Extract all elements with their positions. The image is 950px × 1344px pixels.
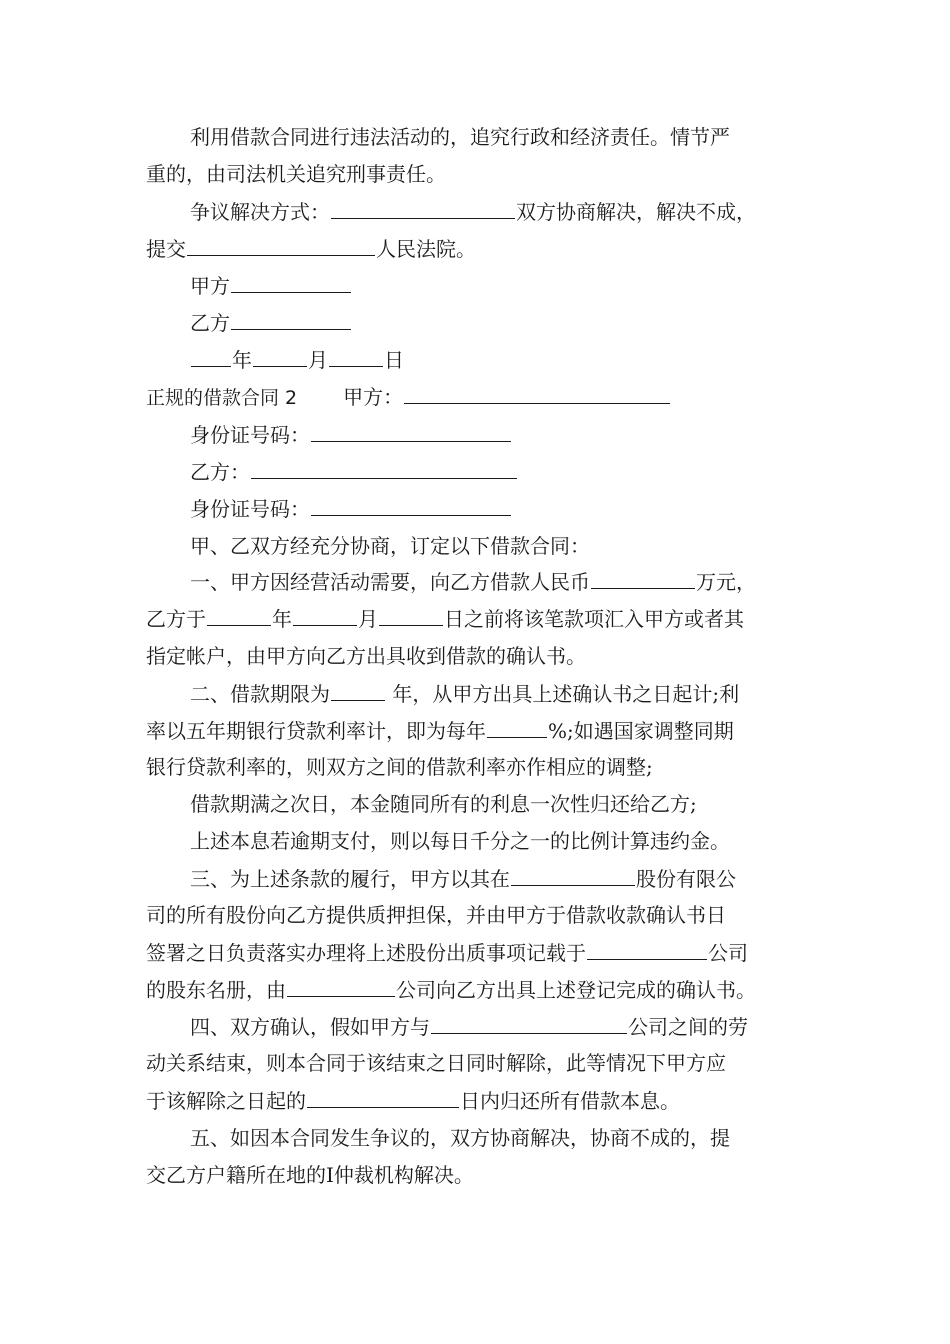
date-line [190, 344, 404, 374]
signature-party-a [190, 270, 352, 300]
text: 公司之间的劳 [628, 1015, 748, 1039]
text: 公司向乙方出具上述登记完成的确认书。 [396, 978, 756, 1002]
text: 四、双方确认，假如甲方与 [190, 1015, 430, 1039]
paragraph-line [146, 752, 653, 782]
clause-4-line [190, 1011, 748, 1041]
paragraph-line [146, 1048, 726, 1078]
text: 身份证号码： [190, 423, 310, 447]
fill-blank [404, 381, 670, 404]
id-number-line [190, 493, 512, 523]
party-b-line [190, 456, 518, 486]
fill-blank [331, 196, 515, 219]
paragraph-line [146, 603, 744, 633]
contract2-heading-line [146, 381, 671, 411]
text: 银行贷款利率的，则双方之间的借款利率亦作相应的调整; [146, 755, 653, 779]
fill-blank [431, 1011, 627, 1034]
paragraph-line [146, 937, 748, 967]
fill-blank [251, 456, 517, 479]
fill-blank [231, 270, 351, 293]
text: 人民法院。 [376, 237, 476, 261]
paragraph-line [190, 531, 590, 561]
fill-blank [379, 603, 443, 626]
clause-3-line [190, 863, 736, 893]
clause-2-line [190, 678, 739, 708]
text: 公司 [708, 941, 748, 965]
fill-blank [591, 566, 695, 589]
fill-blank [293, 603, 357, 626]
text: 乙方： [190, 460, 250, 484]
text: 日之前将该笔款项汇入甲方或者其 [444, 607, 744, 631]
text: 指定帐户，由甲方向乙方出具收到借款的确认书。 [146, 644, 586, 668]
text: 甲、乙双方经充分协商，订定以下借款合同： [190, 534, 590, 558]
fill-blank [587, 937, 707, 960]
text: 年，从甲方出具上述确认书之日起计;利 [386, 682, 740, 706]
fill-blank [231, 307, 351, 330]
text: 借款期满之次日，本金随同所有的利息一次性归还给乙方; [190, 792, 697, 816]
clause-1-line [190, 566, 756, 596]
section-title: 正规的借款合同 2 [146, 387, 298, 409]
text: 乙方 [190, 311, 230, 335]
fill-blank [311, 493, 511, 516]
text: 五、如因本合同发生争议的，双方协商解决，协商不成的，提 [190, 1126, 730, 1150]
dispute-resolution-line [190, 196, 756, 226]
text: 身份证号码： [190, 497, 310, 521]
text: 提交 [146, 237, 186, 261]
text: 司的所有股份向乙方提供质押担保，并由甲方于借款收款确认书日 [146, 903, 726, 927]
text: 年 [232, 348, 252, 372]
text: 交乙方户籍所在地的Ⅰ仲裁机构解决。 [146, 1163, 474, 1187]
paragraph-line [146, 233, 476, 263]
paragraph-line [146, 1085, 680, 1115]
paragraph-line [146, 159, 446, 189]
text: 双方协商解决，解决不成， [516, 200, 756, 224]
paragraph-line [190, 122, 730, 152]
text: 动关系结束，则本合同于该结束之日同时解除，此等情况下甲方应 [146, 1051, 726, 1075]
text: 年 [272, 607, 292, 631]
fill-blank [307, 1085, 459, 1108]
text: 二、借款期限为 [190, 682, 330, 706]
text: 日内归还所有借款本息。 [460, 1089, 680, 1113]
text: 争议解决方式： [190, 200, 330, 224]
text: 的股东名册，由 [146, 978, 286, 1002]
fill-blank [187, 233, 375, 256]
paragraph-line [190, 826, 730, 856]
paragraph-line [146, 1160, 474, 1190]
text: 一、甲方因经营活动需要，向乙方借款人民币 [190, 570, 590, 594]
fill-blank [511, 863, 635, 886]
text: %;如遇国家调整同期 [548, 719, 734, 743]
fill-blank [329, 344, 383, 367]
fill-blank [287, 974, 395, 997]
paragraph-line [190, 789, 697, 819]
signature-party-b [190, 307, 352, 337]
fill-blank [191, 344, 231, 367]
text: 三、为上述条款的履行，甲方以其在 [190, 867, 510, 891]
text: 乙方于 [146, 607, 206, 631]
text: 月 [308, 348, 328, 372]
text: 率以五年期银行贷款利率计，即为每年 [146, 719, 486, 743]
text: 甲方 [190, 274, 230, 298]
fill-blank [487, 715, 547, 738]
clause-5-line [190, 1123, 730, 1153]
paragraph-line [146, 715, 734, 745]
text: 万元， [696, 570, 756, 594]
text: 上述本息若逾期支付，则以每日千分之一的比例计算违约金。 [190, 829, 730, 853]
text: 日 [384, 348, 404, 372]
text: 于该解除之日起的 [146, 1089, 306, 1113]
text: 利用借款合同进行违法活动的，追究行政和经济责任。情节严 [190, 125, 730, 149]
text: 月 [358, 607, 378, 631]
text: 重的，由司法机关追究刑事责任。 [146, 162, 446, 186]
fill-blank [331, 678, 385, 701]
fill-blank [311, 419, 511, 442]
text: 签署之日负责落实办理将上述股份出质事项记载于 [146, 941, 586, 965]
fill-blank [207, 603, 271, 626]
text: 股份有限公 [636, 867, 736, 891]
paragraph-line [146, 974, 756, 1004]
fill-blank [253, 344, 307, 367]
paragraph-line [146, 900, 726, 930]
paragraph-line [146, 641, 586, 671]
id-number-line [190, 419, 512, 449]
text: 甲方： [343, 385, 404, 409]
